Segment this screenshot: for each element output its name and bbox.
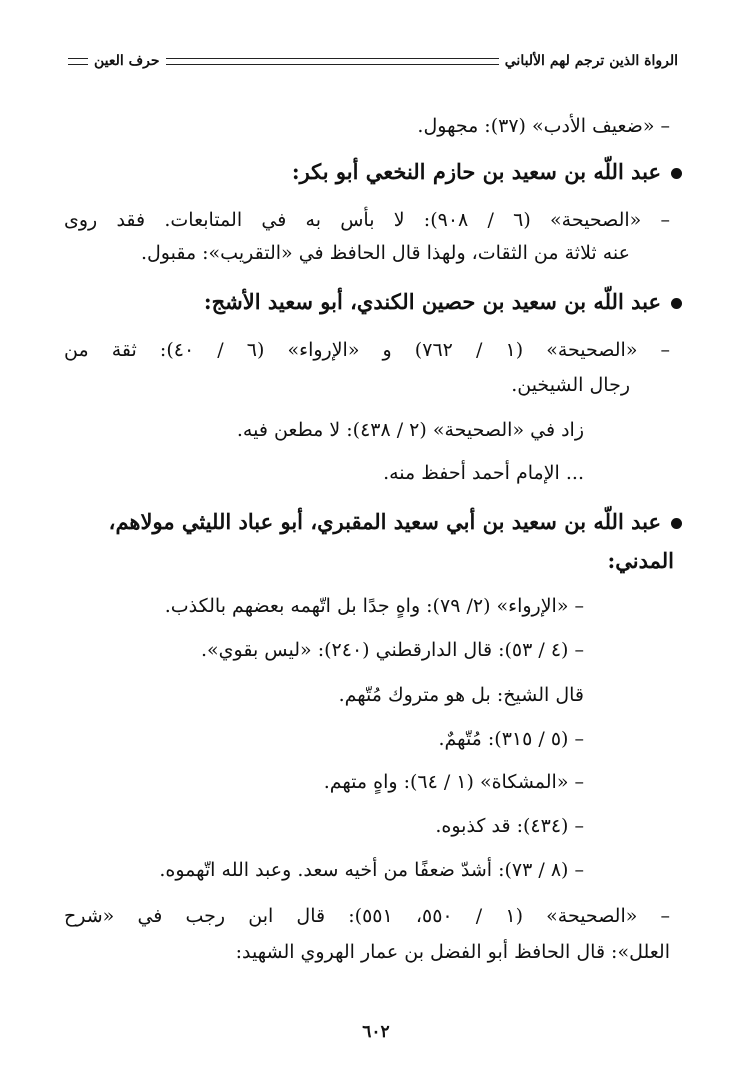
text-line: العلل»: قال الحافظ أبو الفضل بن عمار الهروي الشهيد: bbox=[235, 941, 670, 963]
text-line: زاد في «الصحيحة» (٢ / ٤٣٨): لا مطعن فيه. bbox=[236, 419, 584, 441]
bullet-icon bbox=[671, 518, 682, 529]
narrator-heading bbox=[109, 508, 682, 536]
text-line: ... الإمام أحمد أحفظ منه. bbox=[383, 462, 584, 484]
header-rule bbox=[166, 58, 499, 65]
text-line: – «المشكاة» (١ / ٦٤): واهٍ متهم. bbox=[323, 771, 584, 793]
narrator-name: عبد اللّه بن سعيد بن حصين الكندي، أبو سعيد الأشج: bbox=[203, 289, 661, 314]
narrator-name: عبد اللّه بن سعيد بن أبي سعيد المقبري، أبو عباد الليثي مولاهم، bbox=[108, 509, 661, 534]
text-line: عنه ثلاثة من الثقات، ولهذا قال الحافظ في «التقريب»: مقبول. bbox=[140, 242, 630, 264]
narrator-heading bbox=[204, 288, 682, 316]
narrator-name: عبد اللّه بن سعيد بن حازم النخعي أبو بكر: bbox=[291, 159, 661, 184]
bullet-icon bbox=[671, 168, 682, 179]
text-line: – «الصحيحة» (١ / ٧٦٢) و «الإرواء» (٦ / ٤٠): ثقة من bbox=[64, 339, 671, 361]
header-chapter-title: حرف العين bbox=[94, 53, 160, 69]
text-line: قال الشيخ: بل هو متروك مُتّهم. bbox=[338, 684, 584, 706]
text-line: – (٤ / ٥٣): قال الدارقطني (٢٤٠): «ليس بقوي». bbox=[201, 639, 584, 661]
text-line: – (٥ / ٣١٥): مُتّهمٌ. bbox=[438, 728, 584, 750]
text-line: – (٤٣٤): قد كذبوه. bbox=[435, 815, 584, 837]
text-line: – «الصحيحة» (٦ / ٩٠٨): لا بأس به في المتابعات. فقد روى bbox=[64, 209, 671, 231]
bullet-icon bbox=[671, 298, 682, 309]
header-rule-end bbox=[68, 58, 88, 65]
text-line: – (٨ / ٧٣): أشدّ ضعفًا من أخيه سعد. وعبد الله اتّهموه. bbox=[159, 859, 584, 881]
narrator-heading bbox=[292, 158, 682, 186]
text-line: – «الصحيحة» (١ / ٥٥٠، ٥٥١): قال ابن رجب في «شرح bbox=[64, 905, 671, 927]
running-header bbox=[62, 50, 678, 72]
text-line: – «الإرواء» (٢/ ٧٩): واهٍ جدًا بل اتّهمه بعضهم بالكذب. bbox=[164, 595, 584, 617]
narrator-heading-continued: المدني: bbox=[607, 548, 674, 573]
text-line: – «ضعيف الأدب» (٣٧): مجهول. bbox=[417, 115, 670, 137]
page-number: ٦٠٢ bbox=[362, 1022, 390, 1042]
text-line: رجال الشيخين. bbox=[511, 374, 630, 396]
header-book-title: الرواة الذين ترجم لهم الألباني bbox=[504, 53, 678, 69]
